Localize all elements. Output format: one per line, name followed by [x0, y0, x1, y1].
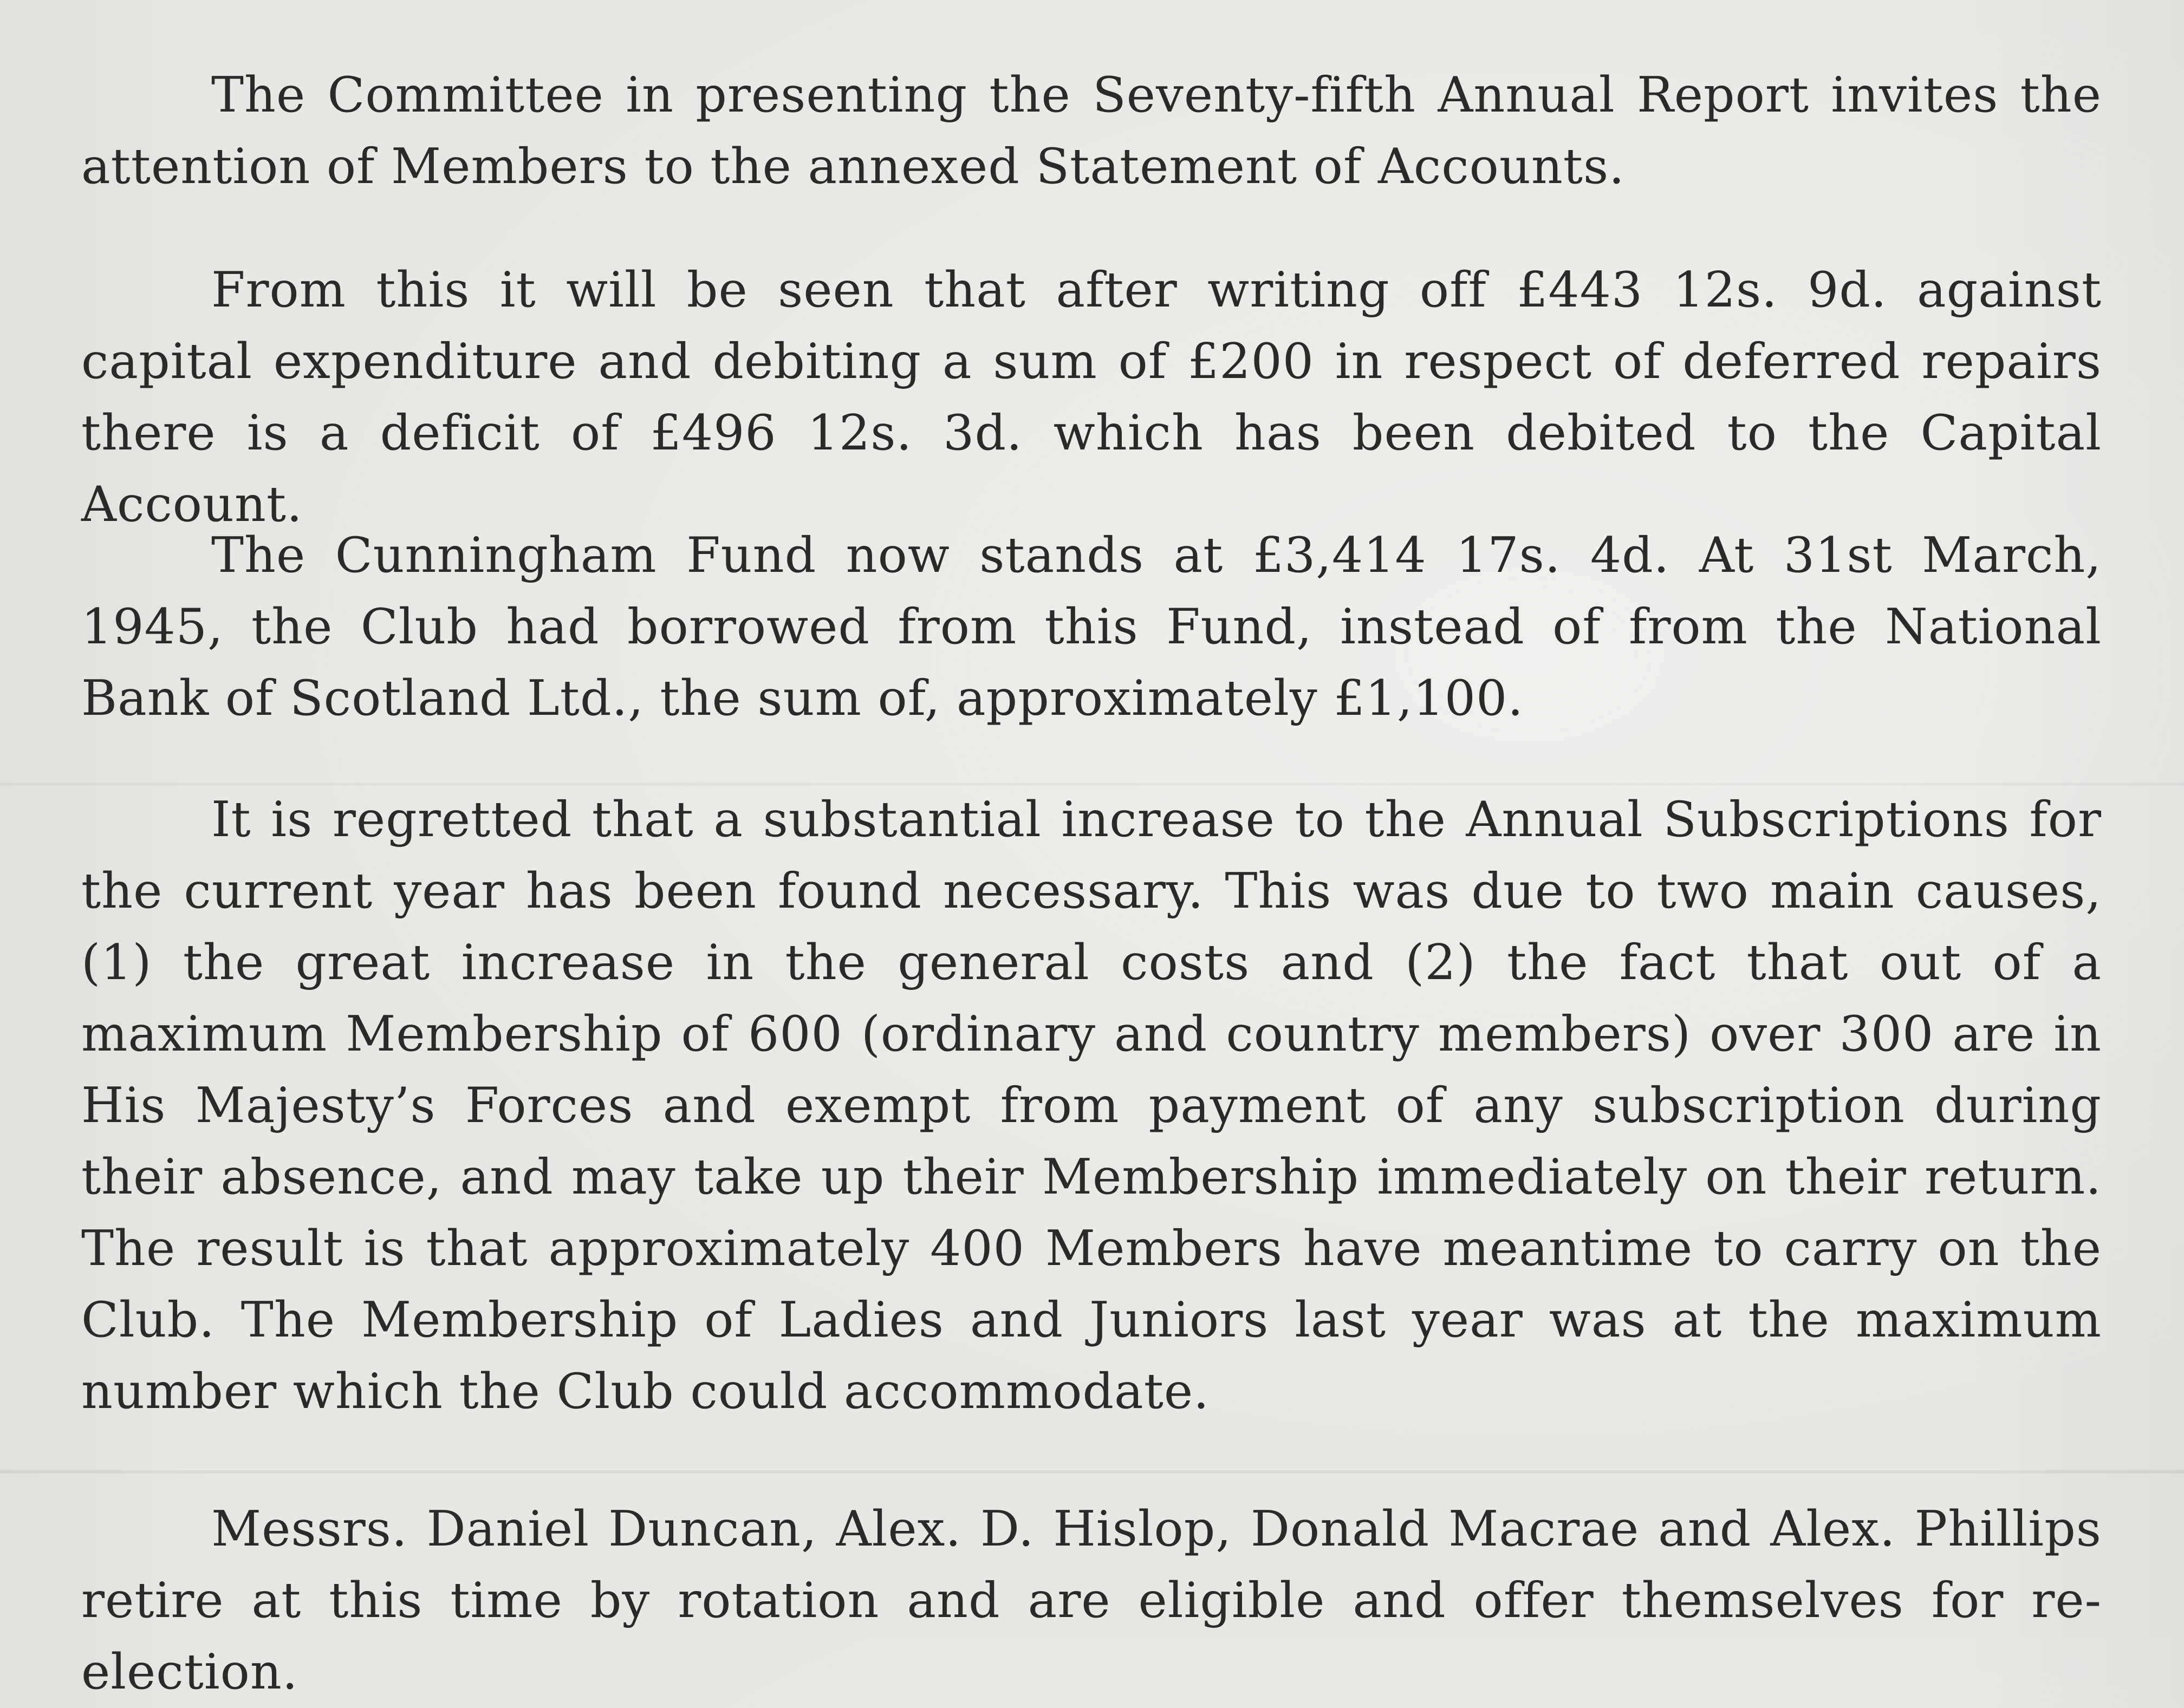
paragraph-re-election: [81, 1494, 2102, 1708]
paragraph-deficit: [81, 255, 2102, 540]
paragraph-text: Messrs. Daniel Duncan, Alex. D. Hislop, Donald Macrae and Alex. Phillips retire at this time by rotation and are eligible and offer themselves for re-election.: [81, 1501, 2102, 1700]
paragraph-cunningham-fund: [81, 520, 2102, 734]
paragraph-text: The Cunningham Fund now stands at £3,414 17s. 4d. At 31st March, 1945, the Club had borrowed from this Fund, instead of from the National Bank of Scotland Ltd., the sum of, approximately £1,100.: [81, 527, 2102, 727]
paragraph-text: From this it will be seen that after writing off £443 12s. 9d. against capital expenditure and debiting a sum of £200 in respect of deferred repairs there is a deficit of £496 12s. 3d. which has been debited to the Capital Account.: [81, 262, 2102, 533]
paper-fold-line: [0, 1470, 2184, 1474]
paragraph-text: It is regretted that a substantial increase to the Annual Subscriptions for the current year has been found necessary. This was due to two main causes, (1) the great increase in the general costs and (2) the fact that out of a maximum Membership of 600 (ordinary and country members) over 300 are in His Majesty’s Forces and exempt from payment of any subscription during their absence, and may take up their Membership immediately on their return. The result is that approximately 400 Members have meantime to carry on the Club. The Membership of Ladies and Juniors last year was at the maximum number which the Club could accommodate.: [81, 791, 2102, 1420]
paragraph-text: The Committee in presenting the Seventy-fifth Annual Report invites the attention of Members to the annexed Statement of Accounts.: [81, 67, 2102, 195]
paragraph-annual-report: [81, 60, 2102, 203]
paragraph-subscriptions: [81, 784, 2102, 1427]
